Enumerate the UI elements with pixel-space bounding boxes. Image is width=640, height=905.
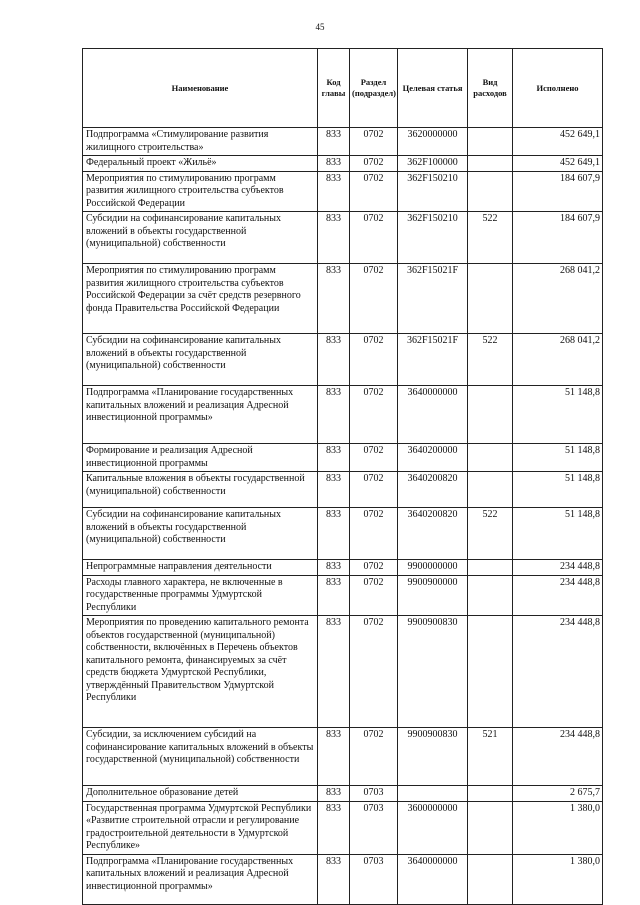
table-row xyxy=(83,728,603,786)
cell-type xyxy=(468,444,513,472)
cell-done: 51 148,8 xyxy=(513,386,603,444)
table-row xyxy=(83,854,603,904)
cell-target: 362F15021F xyxy=(398,334,468,386)
cell-done: 184 607,9 xyxy=(513,171,603,212)
cell-done: 452 649,1 xyxy=(513,156,603,172)
header-done: Исполнено xyxy=(513,49,603,128)
cell-code: 833 xyxy=(318,472,350,508)
table-row xyxy=(83,444,603,472)
table-row xyxy=(83,264,603,334)
cell-target: 3640200820 xyxy=(398,508,468,560)
cell-section: 0702 xyxy=(350,444,398,472)
cell-target: 9900900000 xyxy=(398,575,468,616)
cell-code: 833 xyxy=(318,171,350,212)
cell-done: 184 607,9 xyxy=(513,212,603,264)
cell-done: 234 448,8 xyxy=(513,575,603,616)
cell-type xyxy=(468,786,513,802)
cell-code: 833 xyxy=(318,728,350,786)
cell-target: 362F150210 xyxy=(398,212,468,264)
cell-code: 833 xyxy=(318,264,350,334)
cell-type: 522 xyxy=(468,508,513,560)
header-section: Раздел (подраздел) xyxy=(350,49,398,128)
cell-code: 833 xyxy=(318,128,350,156)
cell-name: Субсидии на софинансирование капитальных вложений в объекты государственной (муниципальной) собственности xyxy=(83,508,318,560)
cell-code: 833 xyxy=(318,575,350,616)
cell-name: Подпрограмма «Стимулирование развития жилищного строительства» xyxy=(83,128,318,156)
cell-name: Субсидии на софинансирование капитальных вложений в объекты государственной (муниципальной) собственности xyxy=(83,334,318,386)
cell-section: 0702 xyxy=(350,171,398,212)
cell-type xyxy=(468,616,513,728)
cell-code: 833 xyxy=(318,560,350,576)
table-row xyxy=(83,575,603,616)
cell-done: 51 148,8 xyxy=(513,444,603,472)
cell-name: Расходы главного характера, не включенные в государственные программы Удмуртской Республики xyxy=(83,575,318,616)
cell-type xyxy=(468,854,513,904)
cell-section: 0702 xyxy=(350,472,398,508)
cell-done: 268 041,2 xyxy=(513,334,603,386)
cell-done: 268 041,2 xyxy=(513,264,603,334)
cell-type xyxy=(468,128,513,156)
cell-target: 9900900830 xyxy=(398,616,468,728)
cell-done: 452 649,1 xyxy=(513,128,603,156)
cell-done: 51 148,8 xyxy=(513,508,603,560)
cell-code: 833 xyxy=(318,334,350,386)
cell-done: 2 675,7 xyxy=(513,786,603,802)
cell-code: 833 xyxy=(318,786,350,802)
cell-section: 0702 xyxy=(350,575,398,616)
cell-type xyxy=(468,171,513,212)
cell-section: 0702 xyxy=(350,128,398,156)
cell-target: 3640200000 xyxy=(398,444,468,472)
cell-name: Непрограммные направления деятельности xyxy=(83,560,318,576)
cell-done: 1 380,0 xyxy=(513,854,603,904)
table-row xyxy=(83,334,603,386)
cell-name: Формирование и реализация Адресной инвестиционной программы xyxy=(83,444,318,472)
table-row xyxy=(83,801,603,854)
cell-done: 234 448,8 xyxy=(513,560,603,576)
table-row xyxy=(83,508,603,560)
cell-section: 0702 xyxy=(350,212,398,264)
table-row xyxy=(83,128,603,156)
cell-target: 3640000000 xyxy=(398,854,468,904)
cell-section: 0703 xyxy=(350,786,398,802)
cell-target: 3640000000 xyxy=(398,386,468,444)
cell-name: Государственная программа Удмуртской Республики «Развитие строительной отрасли и регулирование градостроительной деятельности в Удмуртской Республике» xyxy=(83,801,318,854)
cell-section: 0702 xyxy=(350,264,398,334)
cell-type: 522 xyxy=(468,212,513,264)
cell-section: 0702 xyxy=(350,156,398,172)
cell-done: 234 448,8 xyxy=(513,728,603,786)
budget-table xyxy=(82,48,603,905)
cell-target: 3600000000 xyxy=(398,801,468,854)
cell-done: 234 448,8 xyxy=(513,616,603,728)
cell-type: 522 xyxy=(468,334,513,386)
cell-section: 0703 xyxy=(350,854,398,904)
cell-section: 0702 xyxy=(350,508,398,560)
cell-done: 51 148,8 xyxy=(513,472,603,508)
cell-target: 3620000000 xyxy=(398,128,468,156)
table-row xyxy=(83,212,603,264)
page-number: 45 xyxy=(315,22,325,32)
cell-target: 362F100000 xyxy=(398,156,468,172)
cell-name: Мероприятия по стимулированию программ развития жилищного строительства субъектов Российской Федерации xyxy=(83,171,318,212)
table-row xyxy=(83,472,603,508)
cell-type xyxy=(468,472,513,508)
table-row xyxy=(83,171,603,212)
cell-name: Дополнительное образование детей xyxy=(83,786,318,802)
cell-name: Субсидии, за исключением субсидий на софинансирование капитальных вложений в объекты государственной (муниципальной) собственности xyxy=(83,728,318,786)
cell-target: 362F15021F xyxy=(398,264,468,334)
cell-code: 833 xyxy=(318,444,350,472)
cell-target: 362F150210 xyxy=(398,171,468,212)
cell-section: 0702 xyxy=(350,334,398,386)
cell-type xyxy=(468,575,513,616)
header-type: Вид расходов xyxy=(468,49,513,128)
cell-target: 9900000000 xyxy=(398,560,468,576)
cell-target xyxy=(398,786,468,802)
table-row xyxy=(83,386,603,444)
cell-section: 0702 xyxy=(350,728,398,786)
cell-type xyxy=(468,560,513,576)
cell-name: Капитальные вложения в объекты государственной (муниципальной) собственности xyxy=(83,472,318,508)
cell-code: 833 xyxy=(318,212,350,264)
header-code: Код главы xyxy=(318,49,350,128)
cell-section: 0703 xyxy=(350,801,398,854)
table-row xyxy=(83,616,603,728)
cell-target: 9900900830 xyxy=(398,728,468,786)
cell-name: Федеральный проект «Жильё» xyxy=(83,156,318,172)
header-name: Наименование xyxy=(83,49,318,128)
cell-type xyxy=(468,156,513,172)
table-header-row xyxy=(83,49,603,128)
cell-section: 0702 xyxy=(350,616,398,728)
table-row xyxy=(83,560,603,576)
header-target: Целевая статья xyxy=(398,49,468,128)
cell-code: 833 xyxy=(318,801,350,854)
cell-code: 833 xyxy=(318,386,350,444)
cell-type xyxy=(468,386,513,444)
cell-code: 833 xyxy=(318,508,350,560)
cell-code: 833 xyxy=(318,854,350,904)
cell-code: 833 xyxy=(318,156,350,172)
cell-type xyxy=(468,264,513,334)
cell-section: 0702 xyxy=(350,386,398,444)
cell-code: 833 xyxy=(318,616,350,728)
cell-name: Субсидии на софинансирование капитальных вложений в объекты государственной (муниципальной) собственности xyxy=(83,212,318,264)
cell-target: 3640200820 xyxy=(398,472,468,508)
cell-name: Мероприятия по проведению капитального ремонта объектов государственной (муниципальной) собственности, включённых в Перечень объектов капитального ремонта, финансируемых за счёт средств бюджета Удмуртской Республики, утверждённый Правительством Удмуртской Республики xyxy=(83,616,318,728)
cell-name: Мероприятия по стимулированию программ развития жилищного строительства субъектов Российской Федерации за счёт средств резервного фонда Правительства Российской Федерации xyxy=(83,264,318,334)
table-row xyxy=(83,786,603,802)
cell-type: 521 xyxy=(468,728,513,786)
cell-type xyxy=(468,801,513,854)
cell-section: 0702 xyxy=(350,560,398,576)
cell-done: 1 380,0 xyxy=(513,801,603,854)
table-row xyxy=(83,156,603,172)
cell-name: Подпрограмма «Планирование государственных капитальных вложений и реализация Адресной инвестиционной программы» xyxy=(83,386,318,444)
cell-name: Подпрограмма «Планирование государственных капитальных вложений и реализация Адресной инвестиционной программы» xyxy=(83,854,318,904)
